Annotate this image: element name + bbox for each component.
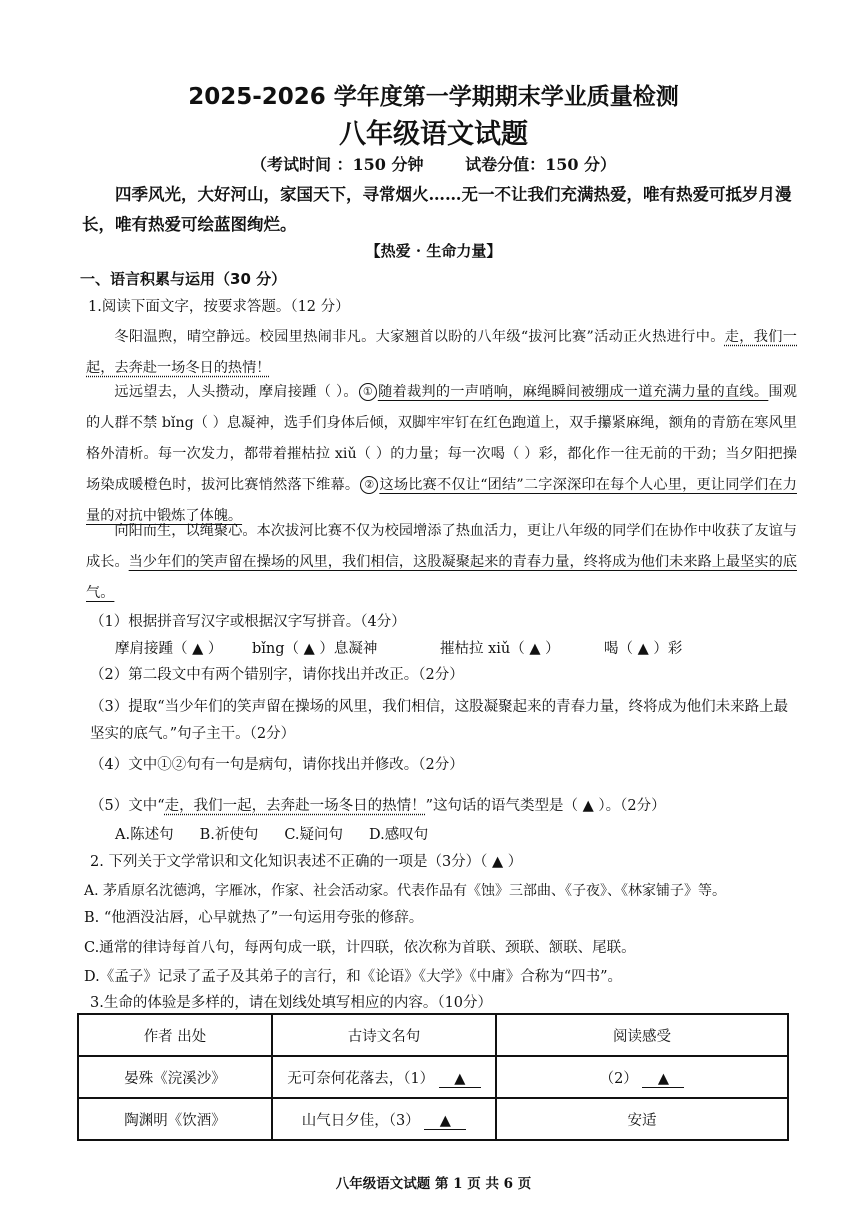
question-1-stem: 1.阅读下面文字，按要求答题。（12 分） (88, 299, 350, 315)
option-d: D.感叹句 (369, 827, 429, 843)
passage-text: 向阳而生，以绳聚心。本次拔河比赛不仅为校园增添了热血活力，更让八年级的同学们在协作中收获了友谊与成长。 (86, 523, 797, 570)
question-2-stem: 2. 下列关于文学常识和文化知识表述不正确的一项是（3分）（ ▲ ） (90, 854, 523, 870)
intro-paragraph: 四季风光，大好河山，家国天下，寻常烟火……无一不让我们充满热爱，唯有热爱可抵岁月漫长，唯有热爱可绘蓝图绚烂。 (82, 185, 792, 234)
answer-blank-1[interactable]: ▲ (439, 1071, 481, 1088)
table-header: 古诗文名句 (272, 1014, 496, 1056)
passage-text: 围观的人群不禁 bǐng（ ）息凝神，选手们身体后倾，双脚牢牢钉在红色跑道上，双手攥紧麻绳，额角的青筋在寒风里格外清析。每一次发力，都带着摧枯拉 xiǔ（ ）的力量；每一次喝（ ）彩，都化作一往无前的干劲；当夕阳把操场染成暖橙色时，拔河比赛悄然落下维幕。 (86, 384, 797, 493)
poem-line: 无可奈何花落去，（1） (287, 1070, 435, 1087)
subquestion-5-text: （5）文中“ (90, 798, 165, 814)
answer-blank-3[interactable]: ▲ (424, 1113, 466, 1130)
exam-subtitle: 八年级语文试题 (339, 119, 528, 150)
sentence-number-2: ② (360, 476, 378, 494)
passage-text: 冬阳温煦，晴空静远。校园里热闹非凡。大家翘首以盼的八年级“拔河比赛”活动正火热进行中。 (114, 329, 725, 345)
table-header-row (78, 1014, 788, 1056)
subquestion-4: （4）文中①②句有一句是病句，请你找出并修改。（2分） (90, 757, 464, 773)
table-row (78, 1098, 788, 1140)
question-2-option-d: D.《孟子》记录了孟子及其弟子的言行，和《论语》《大学》《中庸》合称为“四书”。 (84, 969, 623, 985)
table-cell: 陶渊明《饮酒》 (78, 1098, 272, 1140)
passage-text: 远远望去，人头攒动，摩肩接踵（ ）。 (114, 384, 358, 400)
subquestion-2: （2）第二段文中有两个错别字，请你找出并改正。（2分） (90, 667, 464, 683)
dotted-underlined-sentence: 走，我们一起，去奔赴一场冬日的热情！ (86, 329, 797, 376)
underlined-sentence-1: 随着裁判的一声哨响，麻绳瞬间被绷成一道充满力量的直线。 (377, 384, 769, 400)
exam-meta (0, 152, 867, 175)
sentence-number-1: ① (359, 383, 377, 401)
theme-heading: 【热爱 · 生命力量】 (365, 242, 502, 260)
page-footer: 八年级语文试题 第 1 页 共 6 页 (335, 1176, 532, 1192)
exam-title: 2025-2026 学年度第一学期期末学业质量检测 (188, 84, 679, 110)
pinyin-item-3: 摧枯拉 xiǔ（ ▲ ） (440, 641, 560, 657)
table-cell (496, 1056, 788, 1098)
pinyin-item-2: bǐng（ ▲ ）息凝神 (252, 641, 378, 657)
exam-time: （考试时间 ：150 分钟 (250, 155, 424, 174)
table-header: 作者 出处 (78, 1014, 272, 1056)
table-cell (272, 1098, 496, 1140)
option-a: A.陈述句 (115, 827, 174, 843)
passage-paragraph-2 (86, 377, 797, 532)
section-heading: 一、语言积累与运用（30 分） (80, 270, 287, 288)
question-2-option-a: A. 茅盾原名沈德鸿，字雁冰，作家、社会活动家。代表作品有《蚀》三部曲、《子夜》、《林家铺子》等。 (84, 883, 727, 899)
poem-line: 山气日夕佳，（3） (301, 1112, 420, 1129)
subquestion-5-options (115, 823, 454, 844)
table-header: 阅读感受 (496, 1014, 788, 1056)
exam-score: 试卷分值：150 分） (465, 155, 617, 174)
option-c: C.疑问句 (284, 827, 344, 843)
subquestion-3: （3）提取“当少年们的笑声留在操场的风里，我们相信，这股凝聚起来的青春力量，终将成为他们未来路上最坚实的底气。”句子主干。（2分） (90, 699, 789, 742)
table-row (78, 1056, 788, 1098)
pinyin-item-4: 喝（ ▲ ）彩 (604, 641, 683, 657)
poetry-table (77, 1013, 789, 1141)
quoted-sentence: 走，我们一起，去奔赴一场冬日的热情！ (164, 798, 426, 814)
underlined-sentence-2: 这场比赛不仅让“团结”二字深深印在每个人心里，更让同学们在力量的对抗中锻炼了体魄。 (86, 477, 797, 524)
answer-blank-2[interactable]: ▲ (642, 1071, 684, 1088)
pinyin-item-1: 摩肩接踵（ ▲ ） (115, 641, 223, 657)
underlined-sentence-3: 当少年们的笑声留在操场的风里，我们相信，这股凝聚起来的青春力量，终将成为他们未来路上最坚实的底气。 (86, 554, 797, 601)
question-2-option-c: C.通常的律诗每首八句，每两句成一联，计四联，依次称为首联、颈联、颔联、尾联。 (84, 940, 636, 956)
subquestion-1: （1）根据拼音写汉字或根据汉字写拼音。（4分） (90, 614, 406, 630)
passage-paragraph-3 (86, 516, 797, 609)
blank-label: （2） (599, 1070, 638, 1087)
subquestion-5 (90, 794, 797, 818)
option-b: B.祈使句 (199, 827, 259, 843)
table-cell (272, 1056, 496, 1098)
question-3-stem: 3.生命的体验是多样的，请在划线处填写相应的内容。（10分） (90, 995, 493, 1011)
subquestion-5-text: ”这句话的语气类型是（ ▲ ）。（2分） (425, 798, 666, 814)
table-cell: 晏殊《浣溪沙》 (78, 1056, 272, 1098)
passage-paragraph-1 (86, 322, 797, 384)
question-2-option-b: B. “他酒没沾唇，心早就热了”一句运用夸张的修辞。 (84, 910, 424, 926)
table-cell: 安适 (496, 1098, 788, 1140)
